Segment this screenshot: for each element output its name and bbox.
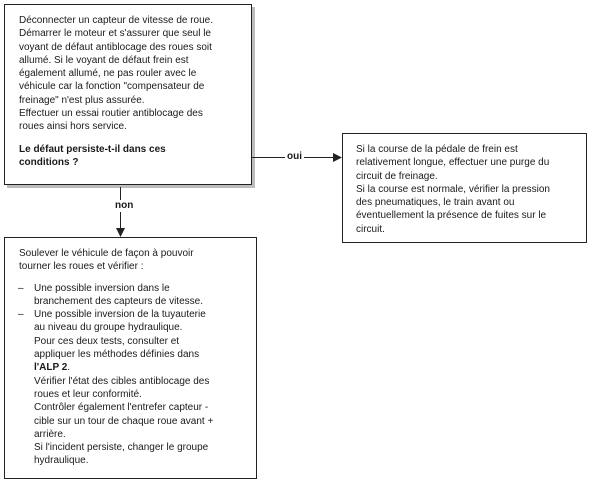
- instruction-line: des pneumatiques, le train avant ou: [356, 197, 515, 209]
- alp-reference: l'ALP 2: [34, 362, 68, 374]
- instruction-line: allumé. Si le voyant de défaut frein est: [19, 54, 189, 66]
- question-line: conditions ?: [19, 156, 79, 168]
- box-answer-no: [4, 237, 257, 479]
- item-line: cible sur un tour de chaque roue avant +: [34, 415, 214, 427]
- box-test-condition: [4, 4, 252, 185]
- item-line: Si l'incident persiste, changer le groupe: [34, 442, 209, 454]
- instruction-line: éventuellement la présence de fuites sur le: [356, 210, 547, 222]
- intro-line: Soulever le véhicule de façon à pouvoir: [19, 248, 194, 259]
- label-yes: oui: [287, 151, 302, 162]
- instruction-line: Effectuer un essai routier antiblocage des: [19, 108, 203, 120]
- instruction-line: Si la course est normale, vérifier la pression: [356, 183, 550, 195]
- item-line: au niveau du groupe hydraulique.: [34, 322, 183, 334]
- instruction-line: freinage" n'est plus assurée.: [19, 94, 145, 106]
- check-list: [19, 282, 248, 468]
- instruction-line: Déconnecter un capteur de vitesse de roue.: [19, 15, 214, 26]
- item-line: Pour ces deux tests, consulter et: [34, 335, 180, 347]
- arrow-head-right-icon: [333, 153, 343, 163]
- list-item: [19, 308, 248, 468]
- item-line: hydraulique.: [34, 455, 89, 467]
- instruction-line: Démarrer le moteur et s'assurer que seul le: [19, 28, 211, 40]
- item-line: roues et leur conformité.: [34, 388, 142, 400]
- dash-marker: –: [18, 309, 24, 321]
- instruction-line: voyant de défaut antiblocage des roues soit: [19, 41, 212, 53]
- instruction-line: roues ainsi hors service.: [19, 121, 127, 133]
- instruction-line: circuit de freinage.: [356, 170, 438, 182]
- arrow-head-down-icon: [116, 228, 126, 238]
- item-line: Une possible inversion dans le: [34, 282, 170, 294]
- item-line: branchement des capteurs de vitesse.: [34, 295, 203, 307]
- question-line: Le défaut persiste-t-il dans ces: [19, 143, 166, 155]
- list-item: [19, 282, 248, 309]
- instruction-line: véhicule car la fonction "compensateur de: [19, 81, 205, 93]
- period: .: [67, 362, 71, 374]
- instruction-line: relativement longue, effectuer une purge du: [356, 157, 550, 169]
- box-answer-yes: [342, 133, 587, 243]
- instruction-line: Si la course de la pédale de frein est: [356, 144, 518, 155]
- item-line: appliquer les méthodes définies dans: [34, 349, 200, 361]
- dash-marker: –: [18, 282, 24, 294]
- instruction-line: également allumé, ne pas rouler avec le: [19, 68, 197, 80]
- item-line: Contrôler également l'entrefer capteur -: [34, 402, 209, 414]
- instruction-line: circuit.: [356, 223, 385, 235]
- label-no: non: [115, 200, 134, 211]
- item-line: Vérifier l'état des cibles antiblocage des: [34, 375, 210, 387]
- intro-line: tourner les roues et vérifier :: [19, 261, 144, 273]
- item-line: Une possible inversion de la tuyauterie: [34, 309, 206, 321]
- item-line: arrière.: [34, 428, 66, 440]
- item-line: [34, 361, 248, 374]
- question: [19, 143, 243, 170]
